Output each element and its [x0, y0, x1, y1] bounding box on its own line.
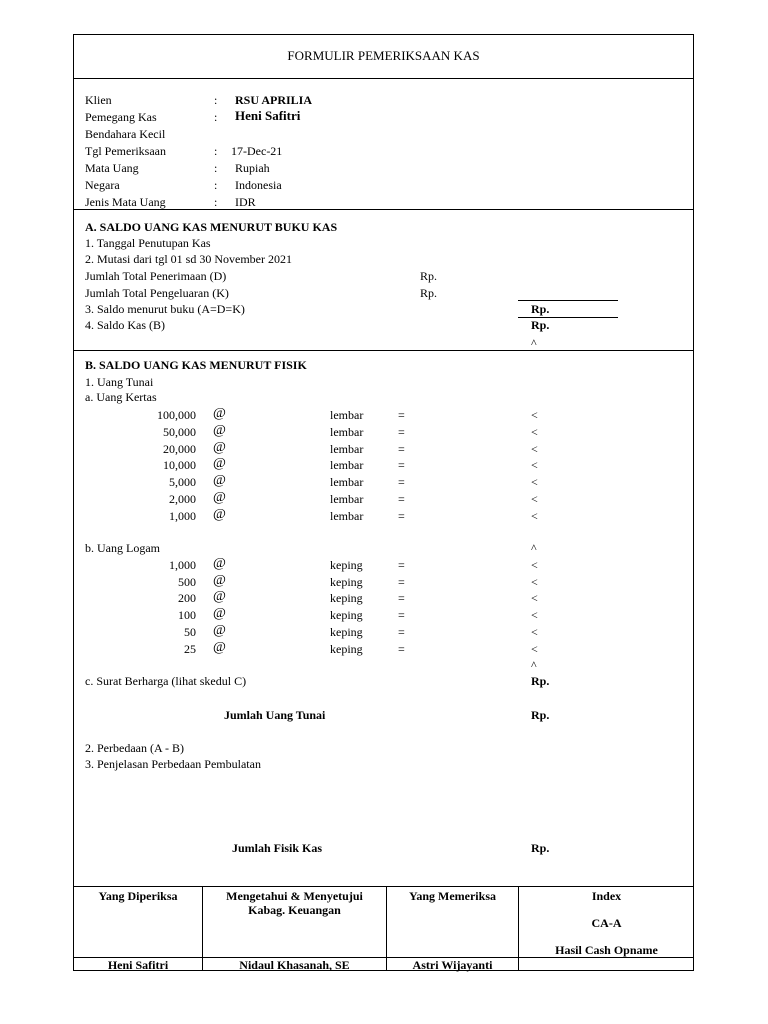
at-sign: @ — [213, 556, 226, 571]
total-physical-cash-rp: Rp. — [531, 841, 550, 855]
caret-mark: ^ — [531, 541, 537, 555]
caret-mark: ^ — [531, 336, 537, 350]
at-sign: @ — [213, 506, 226, 522]
amount-marker: < — [531, 624, 538, 639]
denomination-value: 25 — [184, 641, 196, 656]
at-sign: @ — [213, 639, 226, 655]
equals-sign: = — [398, 458, 405, 473]
info-colon: : — [214, 161, 218, 175]
at-sign: @ — [213, 490, 226, 505]
signature-name-examined: Heni Safitri — [107, 958, 169, 972]
info-label-currency: Mata Uang — [85, 161, 139, 175]
denomination-value: 200 — [178, 591, 196, 606]
info-colon: : — [214, 178, 218, 192]
denomination-value: 1,000 — [169, 558, 196, 572]
denomination-value: 2,000 — [169, 492, 196, 506]
equals-sign: = — [398, 608, 405, 623]
unit-label: lembar — [330, 508, 364, 523]
equals-sign: = — [398, 508, 405, 523]
difference-explanation-label: 3. Penjelasan Perbedaan Pembulatan — [85, 757, 261, 771]
unit-label: keping — [330, 641, 363, 656]
section-a-line1: 1. Tanggal Penutupan Kas — [85, 236, 211, 250]
info-label-petty-treasurer: Bendahara Kecil — [85, 127, 166, 141]
at-sign: @ — [213, 456, 226, 472]
info-colon: : — [214, 110, 218, 124]
securities-label: c. Surat Berharga (lihat skedul C) — [85, 674, 247, 688]
equals-sign: = — [398, 475, 405, 490]
difference-label: 2. Perbedaan (A - B) — [85, 741, 184, 755]
denomination-value: 500 — [178, 574, 196, 589]
signature-title-examined: Yang Diperiksa — [98, 889, 178, 903]
info-value-cashier: Heni Safitri — [235, 108, 301, 123]
caret-mark: ^ — [531, 658, 537, 672]
index-description: Hasil Cash Opname — [555, 943, 658, 957]
denomination-value: 5,000 — [169, 475, 196, 490]
section-a-heading: A. SALDO UANG KAS MENURUT BUKU KAS — [85, 220, 338, 234]
receipts-rp: Rp. — [420, 269, 438, 283]
receipts-label: Jumlah Total Penerimaan (D) — [85, 269, 227, 283]
denomination-value: 10,000 — [163, 458, 196, 473]
at-sign: @ — [213, 572, 226, 588]
denomination-value: 1,000 — [169, 508, 196, 523]
coins-label: b. Uang Logam — [85, 541, 160, 555]
info-label-client: Klien — [85, 93, 112, 107]
info-label-country: Negara — [85, 178, 120, 192]
info-value-client: RSU APRILIA — [235, 93, 313, 107]
unit-label: keping — [330, 558, 363, 572]
unit-label: keping — [330, 591, 363, 606]
amount-marker: < — [531, 475, 538, 490]
denomination-value: 50,000 — [163, 424, 196, 439]
signature-title-approver: Mengetahui & Menyetujui — [226, 889, 363, 903]
unit-label: lembar — [330, 441, 364, 456]
securities-rp: Rp. — [531, 674, 550, 688]
cash-label: 1. Uang Tunai — [85, 375, 154, 389]
total-physical-cash-label: Jumlah Fisik Kas — [232, 841, 323, 855]
equals-sign: = — [398, 441, 405, 456]
unit-label: keping — [330, 608, 363, 623]
unit-label: lembar — [330, 458, 364, 473]
info-label-currency-type: Jenis Mata Uang — [85, 195, 166, 209]
signature-name-approver: Nidaul Khasanah, SE — [239, 958, 350, 972]
equals-sign: = — [398, 408, 405, 422]
amount-marker: < — [531, 441, 538, 456]
amount-marker: < — [531, 408, 538, 422]
unit-label: keping — [330, 624, 363, 639]
form-title: FORMULIR PEMERIKSAAN KAS — [287, 48, 480, 63]
section-a-line2: 2. Mutasi dari tgl 01 sd 30 November 2021 — [85, 252, 292, 266]
equals-sign: = — [398, 558, 405, 572]
unit-label: lembar — [330, 408, 364, 422]
denomination-value: 50 — [184, 624, 196, 639]
book-balance-rp: Rp. — [531, 302, 550, 316]
at-sign: @ — [213, 622, 226, 638]
denomination-value: 20,000 — [163, 441, 196, 456]
at-sign: @ — [213, 589, 226, 605]
at-sign: @ — [213, 439, 226, 455]
equals-sign: = — [398, 641, 405, 656]
banknotes-label: a. Uang Kertas — [85, 390, 157, 404]
info-value-date: 17-Dec-21 — [231, 144, 283, 158]
info-colon: : — [214, 195, 218, 209]
amount-marker: < — [531, 424, 538, 439]
cash-balance-rp: Rp. — [531, 318, 550, 332]
at-sign: @ — [213, 406, 226, 421]
balance-underline — [518, 300, 618, 301]
at-sign: @ — [213, 473, 226, 489]
expenses-rp: Rp. — [420, 286, 438, 300]
total-cash-rp: Rp. — [531, 708, 550, 722]
signature-title-examiner: Yang Memeriksa — [409, 889, 496, 903]
info-label-cashier: Pemegang Kas — [85, 110, 157, 124]
amount-marker: < — [531, 574, 538, 589]
equals-sign: = — [398, 591, 405, 606]
divider-title — [73, 78, 694, 79]
index-title: Index — [591, 889, 622, 903]
amount-marker: < — [531, 608, 538, 623]
section-b-heading: B. SALDO UANG KAS MENURUT FISIK — [85, 358, 307, 372]
signature-title-approver-role: Kabag. Keuangan — [248, 903, 341, 917]
total-cash-label: Jumlah Uang Tunai — [224, 708, 326, 722]
info-value-country: Indonesia — [235, 178, 282, 192]
expenses-label: Jumlah Total Pengeluaran (K) — [85, 286, 229, 300]
unit-label: lembar — [330, 424, 364, 439]
at-sign: @ — [213, 606, 226, 622]
equals-sign: = — [398, 492, 405, 506]
equals-sign: = — [398, 624, 405, 639]
amount-marker: < — [531, 492, 538, 506]
amount-marker: < — [531, 641, 538, 656]
equals-sign: = — [398, 424, 405, 439]
denomination-value: 100 — [178, 608, 196, 623]
amount-marker: < — [531, 558, 538, 572]
denomination-value: 100,000 — [157, 408, 196, 422]
info-value-currency: Rupiah — [235, 161, 270, 175]
divider-section-a — [73, 350, 694, 351]
info-colon: : — [214, 144, 218, 158]
unit-label: keping — [330, 574, 363, 589]
amount-marker: < — [531, 508, 538, 523]
index-code: CA-A — [591, 916, 622, 930]
at-sign: @ — [213, 422, 226, 438]
unit-label: lembar — [330, 475, 364, 490]
info-label-date: Tgl Pemeriksaan — [85, 144, 166, 158]
info-colon: : — [214, 93, 218, 107]
unit-label: lembar — [330, 492, 364, 506]
amount-marker: < — [531, 458, 538, 473]
divider-section-b — [73, 886, 694, 887]
equals-sign: = — [398, 574, 405, 589]
cash-balance-label: 4. Saldo Kas (B) — [85, 318, 165, 332]
signature-name-examiner: Astri Wijayanti — [412, 958, 493, 972]
divider-info — [73, 209, 694, 210]
amount-marker: < — [531, 591, 538, 606]
book-balance-label: 3. Saldo menurut buku (A=D=K) — [85, 302, 245, 316]
info-value-currency-type: IDR — [235, 195, 256, 209]
